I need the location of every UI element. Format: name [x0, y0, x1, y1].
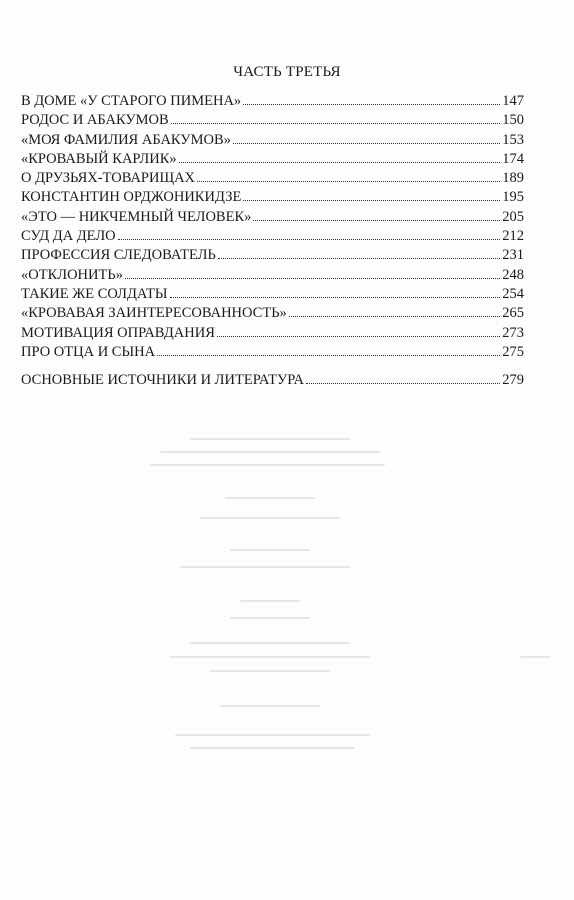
toc-entry[interactable] [21, 131, 524, 150]
dot-leader [157, 355, 500, 356]
toc-entry-page: 212 [502, 228, 524, 245]
dot-leader [171, 123, 501, 124]
toc-entry[interactable] [21, 285, 524, 304]
dot-leader [118, 239, 501, 240]
toc-entry[interactable] [21, 169, 524, 188]
toc-entry[interactable] [21, 208, 524, 227]
dot-leader [197, 181, 500, 182]
table-of-contents [21, 92, 524, 390]
toc-entry[interactable] [21, 246, 524, 265]
toc-entry-page: 279 [502, 372, 524, 389]
toc-entry-page: 189 [502, 170, 524, 187]
toc-entry-page: 153 [502, 131, 524, 148]
part-title: ЧАСТЬ ТРЕТЬЯ [233, 64, 341, 80]
toc-entry-title: ПРОФЕССИЯ СЛЕДОВАТЕЛЬ [21, 247, 216, 264]
dot-leader [170, 297, 501, 298]
toc-entry-title: «ЭТО — НИКЧЕМНЫЙ ЧЕЛОВЕК» [21, 208, 252, 225]
toc-entry-page: 275 [502, 343, 524, 360]
toc-entry[interactable] [21, 227, 524, 246]
toc-entry-page: 231 [502, 247, 524, 264]
toc-entry-page: 248 [502, 266, 524, 283]
toc-entry[interactable] [21, 343, 524, 362]
toc-entry-title: ТАКИЕ ЖЕ СОЛДАТЫ [21, 285, 168, 302]
toc-entry-title: «ОТКЛОНИТЬ» [21, 266, 123, 283]
toc-entry-page: 174 [502, 150, 524, 167]
dot-leader [243, 104, 500, 105]
toc-entry-page: 205 [502, 208, 524, 225]
toc-entry-page: 150 [502, 112, 524, 129]
toc-entry[interactable] [21, 324, 524, 343]
toc-entry-title: ПРО ОТЦА И СЫНА [21, 343, 156, 360]
toc-entry-title: О ДРУЗЬЯХ-ТОВАРИЩАХ [21, 170, 196, 187]
toc-entry-page: 147 [502, 93, 524, 109]
toc-entry-page: 254 [502, 285, 524, 302]
dot-leader [289, 316, 500, 317]
toc-entry-title: РОДОС И АБАКУМОВ [21, 112, 169, 129]
toc-entry-title: «КРОВАВАЯ ЗАИНТЕРЕСОВАННОСТЬ» [21, 305, 287, 322]
toc-entry[interactable] [21, 304, 524, 323]
toc-entry-page: 265 [502, 305, 524, 322]
toc-entry-title: КОНСТАНТИН ОРДЖОНИКИДЗЕ [21, 189, 242, 206]
toc-entry-page: 273 [502, 324, 524, 341]
toc-entry-title: В ДОМЕ «У СТАРОГО ПИМЕНА» [21, 93, 242, 109]
toc-entry-title: МОТИВАЦИЯ ОПРАВДАНИЯ [21, 324, 215, 341]
toc-entry-title: «КРОВАВЫЙ КАРЛИК» [21, 150, 177, 167]
toc-entry-page: 195 [502, 189, 524, 206]
dot-leader [306, 383, 500, 384]
dot-leader [233, 143, 500, 144]
toc-entry[interactable] [21, 111, 524, 130]
toc-entry-title: СУД ДА ДЕЛО [21, 228, 116, 245]
toc-entry-title: ОСНОВНЫЕ ИСТОЧНИКИ И ЛИТЕРАТУРА [21, 372, 304, 389]
toc-entry-title: «МОЯ ФАМИЛИЯ АБАКУМОВ» [21, 131, 231, 148]
toc-entry[interactable] [21, 188, 524, 207]
toc-entry-sources[interactable] [21, 371, 524, 390]
dot-leader [179, 162, 501, 163]
toc-entry[interactable] [21, 150, 524, 169]
toc-entry[interactable] [21, 266, 524, 285]
dot-leader [218, 258, 500, 259]
toc-entry[interactable] [21, 92, 524, 111]
dot-leader [243, 200, 500, 201]
dot-leader [253, 220, 500, 221]
dot-leader [217, 336, 500, 337]
dot-leader [125, 278, 500, 279]
